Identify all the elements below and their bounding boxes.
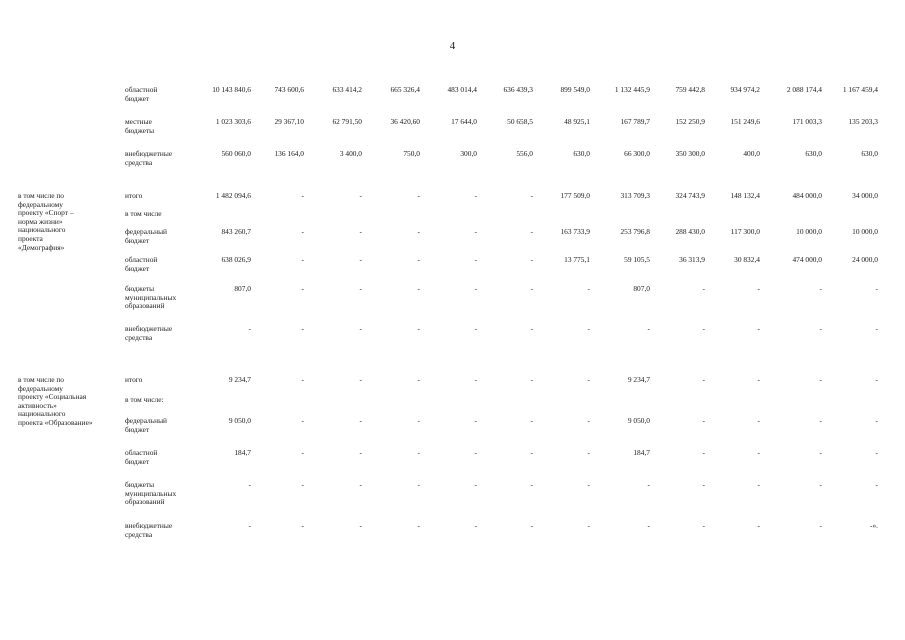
row-label: в том числе: bbox=[125, 395, 164, 404]
table-cell: 560 060,0 bbox=[221, 149, 251, 158]
table-cell: - bbox=[875, 448, 878, 457]
row-label: в том числе bbox=[125, 209, 162, 218]
table-cell: 899 549,0 bbox=[560, 85, 590, 94]
table-cell: - bbox=[417, 284, 420, 293]
table-cell: - bbox=[474, 521, 477, 530]
table-cell: 9 050,0 bbox=[228, 416, 251, 425]
table-cell: 10 000,0 bbox=[796, 227, 822, 236]
table-cell: 9 234,7 bbox=[228, 375, 251, 384]
table-cell: - bbox=[248, 521, 251, 530]
table-cell: 10 000,0 bbox=[852, 227, 878, 236]
table-cell: - bbox=[530, 375, 533, 384]
table-cell: - bbox=[587, 480, 590, 489]
table-cell: 474 000,0 bbox=[792, 255, 822, 264]
table-cell: - bbox=[359, 227, 362, 236]
table-cell: -». bbox=[869, 521, 878, 530]
table-cell: - bbox=[359, 284, 362, 293]
table-cell: - bbox=[757, 375, 760, 384]
table-cell: 50 658,5 bbox=[507, 117, 533, 126]
table-cell: - bbox=[417, 448, 420, 457]
table-cell: 630,0 bbox=[573, 149, 590, 158]
table-cell: - bbox=[417, 227, 420, 236]
table-cell: - bbox=[530, 255, 533, 264]
table-cell: - bbox=[530, 521, 533, 530]
table-cell: - bbox=[702, 375, 705, 384]
table-cell: - bbox=[647, 521, 650, 530]
table-cell: 484 000,0 bbox=[792, 191, 822, 200]
row-label: областной бюджет bbox=[125, 85, 158, 103]
project-group-label: в том числе по федеральному проекту «Социальная активность» национального проекта «Образование» bbox=[18, 375, 93, 427]
table-cell: - bbox=[819, 416, 822, 425]
table-cell: - bbox=[587, 375, 590, 384]
table-cell: - bbox=[757, 416, 760, 425]
table-cell: 62 791,50 bbox=[332, 117, 362, 126]
row-label: бюджеты муниципальных образований bbox=[125, 480, 177, 507]
table-cell: - bbox=[647, 324, 650, 333]
table-cell: - bbox=[474, 416, 477, 425]
table-cell: - bbox=[474, 324, 477, 333]
table-cell: 152 250,9 bbox=[675, 117, 705, 126]
table-cell: - bbox=[530, 324, 533, 333]
table-cell: - bbox=[474, 448, 477, 457]
table-cell: 483 014,4 bbox=[447, 85, 477, 94]
table-cell: - bbox=[474, 375, 477, 384]
table-cell: 934 974,2 bbox=[730, 85, 760, 94]
table-cell: - bbox=[702, 448, 705, 457]
table-cell: - bbox=[301, 227, 304, 236]
table-cell: - bbox=[359, 191, 362, 200]
table-cell: - bbox=[587, 416, 590, 425]
table-cell: - bbox=[530, 448, 533, 457]
table-cell: 3 400,0 bbox=[339, 149, 362, 158]
table-cell: - bbox=[702, 324, 705, 333]
row-label: внебюджетные средства bbox=[125, 521, 173, 539]
table-cell: 34 000,0 bbox=[852, 191, 878, 200]
table-cell: - bbox=[757, 521, 760, 530]
table-cell: 630,0 bbox=[805, 149, 822, 158]
row-label: внебюджетные средства bbox=[125, 324, 173, 342]
table-cell: - bbox=[359, 375, 362, 384]
table-cell: - bbox=[875, 284, 878, 293]
table-cell: - bbox=[819, 480, 822, 489]
row-label: федеральный бюджет bbox=[125, 227, 167, 245]
table-cell: 288 430,0 bbox=[675, 227, 705, 236]
table-cell: - bbox=[702, 416, 705, 425]
table-cell: - bbox=[702, 284, 705, 293]
table-cell: 48 925,1 bbox=[564, 117, 590, 126]
table-cell: 743 600,6 bbox=[274, 85, 304, 94]
table-cell: 29 367,10 bbox=[274, 117, 304, 126]
table-cell: 556,0 bbox=[516, 149, 533, 158]
table-cell: 17 644,0 bbox=[451, 117, 477, 126]
table-cell: - bbox=[819, 375, 822, 384]
table-cell: - bbox=[417, 480, 420, 489]
table-cell: - bbox=[757, 284, 760, 293]
table-cell: 10 143 840,6 bbox=[212, 85, 251, 94]
table-cell: 184,7 bbox=[234, 448, 251, 457]
table-cell: - bbox=[301, 416, 304, 425]
table-cell: 167 789,7 bbox=[620, 117, 650, 126]
row-label: местные бюджеты bbox=[125, 117, 155, 135]
table-cell: - bbox=[417, 375, 420, 384]
table-cell: 184,7 bbox=[633, 448, 650, 457]
table-cell: - bbox=[301, 255, 304, 264]
table-cell: - bbox=[248, 324, 251, 333]
table-cell: 313 709,3 bbox=[620, 191, 650, 200]
table-cell: - bbox=[757, 448, 760, 457]
table-cell: 1 023 303,6 bbox=[215, 117, 251, 126]
table-cell: 759 442,8 bbox=[675, 85, 705, 94]
table-cell: - bbox=[819, 284, 822, 293]
page-number: 4 bbox=[449, 40, 456, 52]
table-cell: - bbox=[301, 284, 304, 293]
table-cell: - bbox=[819, 324, 822, 333]
table-cell: - bbox=[417, 191, 420, 200]
table-cell: 1 132 445,9 bbox=[614, 85, 650, 94]
table-cell: - bbox=[587, 448, 590, 457]
table-cell: - bbox=[301, 191, 304, 200]
table-cell: - bbox=[301, 521, 304, 530]
table-cell: - bbox=[301, 375, 304, 384]
table-cell: 135 203,3 bbox=[848, 117, 878, 126]
table-cell: - bbox=[587, 521, 590, 530]
table-cell: - bbox=[359, 324, 362, 333]
table-cell: - bbox=[530, 284, 533, 293]
row-label: бюджеты муниципальных образований bbox=[125, 284, 177, 311]
table-cell: - bbox=[474, 480, 477, 489]
table-cell: - bbox=[875, 480, 878, 489]
row-label: итого bbox=[125, 191, 143, 200]
table-cell: - bbox=[819, 448, 822, 457]
table-cell: - bbox=[587, 324, 590, 333]
table-cell: 350 300,0 bbox=[675, 149, 705, 158]
table-cell: - bbox=[757, 324, 760, 333]
table-cell: - bbox=[301, 448, 304, 457]
table-cell: 630,0 bbox=[861, 149, 878, 158]
table-cell: 117 300,0 bbox=[730, 227, 760, 236]
project-group-label: в том числе по федеральному проекту «Спорт – норма жизни» национального проекта «Демография» bbox=[18, 191, 74, 252]
table-cell: - bbox=[875, 416, 878, 425]
table-cell: 36 313,9 bbox=[679, 255, 705, 264]
table-cell: - bbox=[530, 480, 533, 489]
table-cell: 136 164,0 bbox=[274, 149, 304, 158]
table-cell: - bbox=[474, 255, 477, 264]
table-cell: 13 775,1 bbox=[564, 255, 590, 264]
row-label: федеральный бюджет bbox=[125, 416, 167, 434]
table-cell: - bbox=[587, 284, 590, 293]
table-cell: - bbox=[417, 416, 420, 425]
table-cell: - bbox=[819, 521, 822, 530]
table-cell: 151 249,6 bbox=[730, 117, 760, 126]
table-cell: - bbox=[757, 480, 760, 489]
table-cell: 9 050,0 bbox=[627, 416, 650, 425]
table-cell: 1 167 459,4 bbox=[842, 85, 878, 94]
row-label: областной бюджет bbox=[125, 448, 158, 466]
table-cell: - bbox=[301, 324, 304, 333]
table-cell: 36 420,60 bbox=[390, 117, 420, 126]
table-cell: - bbox=[647, 480, 650, 489]
table-cell: 163 733,9 bbox=[560, 227, 590, 236]
table-cell: 177 509,0 bbox=[560, 191, 590, 200]
table-cell: - bbox=[359, 521, 362, 530]
table-cell: - bbox=[359, 416, 362, 425]
table-cell: 66 300,0 bbox=[624, 149, 650, 158]
table-cell: - bbox=[417, 521, 420, 530]
table-cell: - bbox=[530, 416, 533, 425]
table-cell: - bbox=[417, 255, 420, 264]
table-cell: - bbox=[474, 284, 477, 293]
table-cell: 2 088 174,4 bbox=[786, 85, 822, 94]
table-cell: 633 414,2 bbox=[332, 85, 362, 94]
table-cell: - bbox=[474, 227, 477, 236]
table-cell: 843 260,7 bbox=[221, 227, 251, 236]
table-cell: 638 026,9 bbox=[221, 255, 251, 264]
table-cell: 324 743,9 bbox=[675, 191, 705, 200]
table-cell: - bbox=[359, 448, 362, 457]
table-cell: 1 482 094,6 bbox=[215, 191, 251, 200]
table-cell: 807,0 bbox=[234, 284, 251, 293]
table-cell: - bbox=[530, 191, 533, 200]
table-cell: 807,0 bbox=[633, 284, 650, 293]
table-cell: - bbox=[875, 375, 878, 384]
table-cell: - bbox=[474, 191, 477, 200]
table-cell: 59 105,5 bbox=[624, 255, 650, 264]
table-cell: 24 000,0 bbox=[852, 255, 878, 264]
table-cell: - bbox=[359, 480, 362, 489]
row-label: итого bbox=[125, 375, 143, 384]
row-label: областной бюджет bbox=[125, 255, 158, 273]
table-cell: 665 326,4 bbox=[390, 85, 420, 94]
table-cell: 300,0 bbox=[460, 149, 477, 158]
table-cell: 750,0 bbox=[403, 149, 420, 158]
table-cell: - bbox=[359, 255, 362, 264]
row-label: внебюджетные средства bbox=[125, 149, 173, 167]
table-cell: 636 439,3 bbox=[503, 85, 533, 94]
table-cell: - bbox=[702, 521, 705, 530]
table-cell: 400,0 bbox=[743, 149, 760, 158]
table-cell: - bbox=[530, 227, 533, 236]
table-cell: 148 132,4 bbox=[730, 191, 760, 200]
table-cell: 30 832,4 bbox=[734, 255, 760, 264]
table-cell: 171 003,3 bbox=[792, 117, 822, 126]
table-cell: - bbox=[875, 324, 878, 333]
table-cell: - bbox=[301, 480, 304, 489]
table-cell: 9 234,7 bbox=[627, 375, 650, 384]
table-cell: - bbox=[248, 480, 251, 489]
table-cell: - bbox=[417, 324, 420, 333]
table-cell: - bbox=[702, 480, 705, 489]
table-cell: 253 796,8 bbox=[620, 227, 650, 236]
